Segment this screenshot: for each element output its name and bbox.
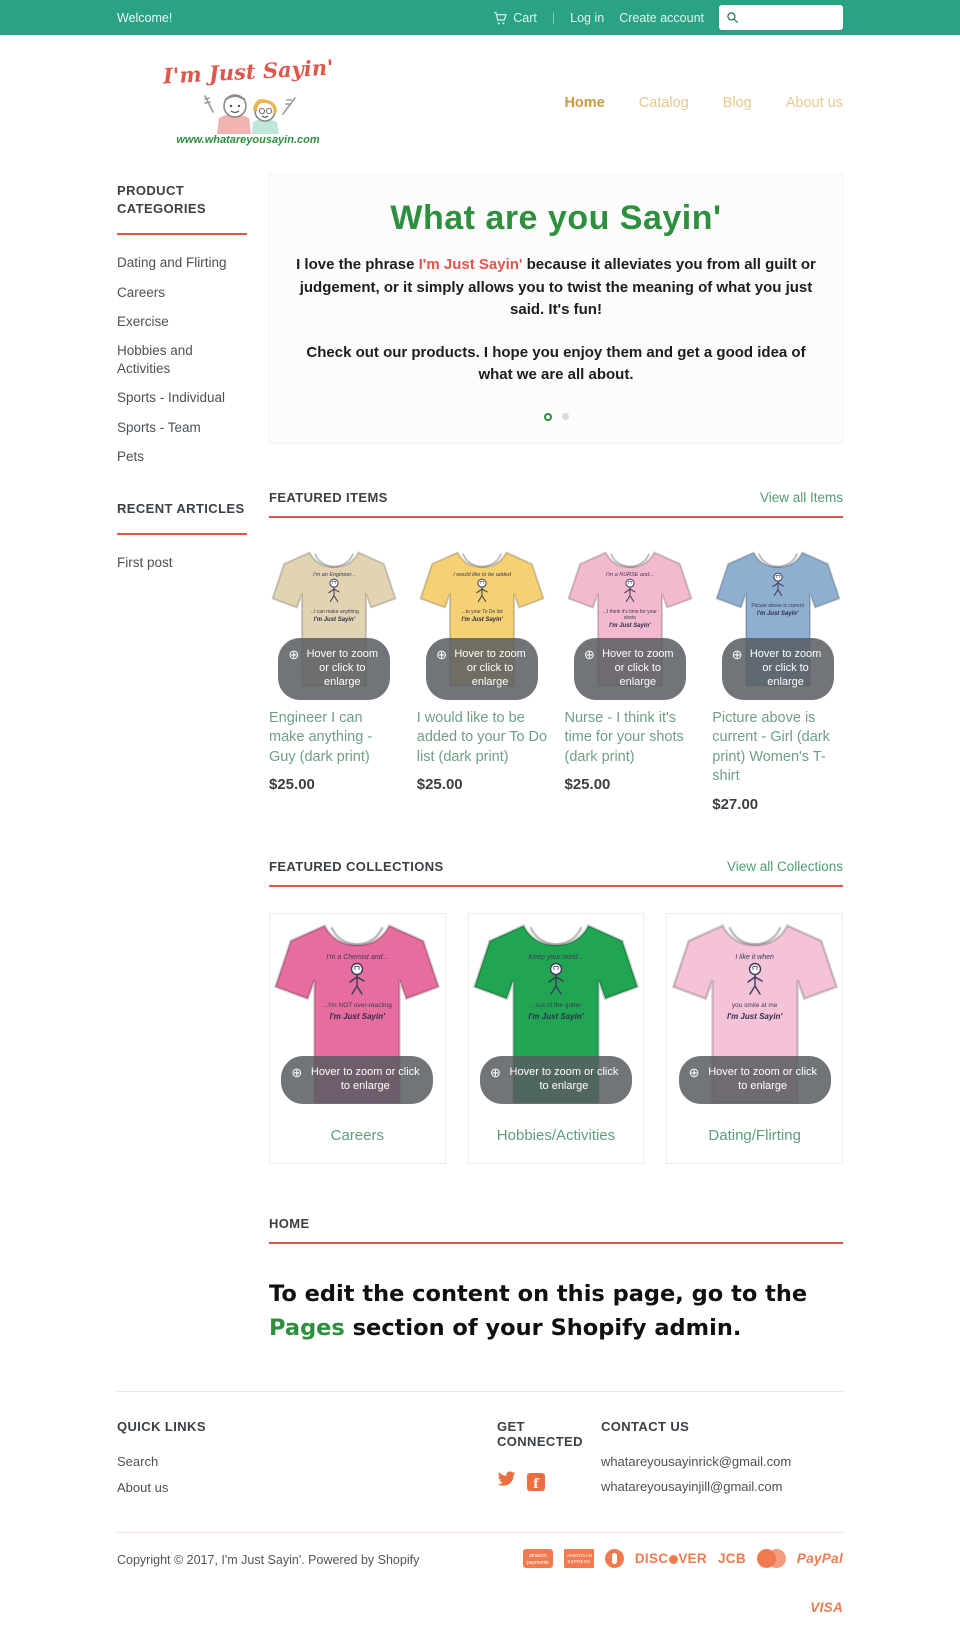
footer-link-about[interactable]: About us <box>117 1480 169 1496</box>
product-card <box>417 544 548 813</box>
collection-label[interactable]: Dating/Flirting <box>708 1126 801 1144</box>
red-divider <box>117 533 247 535</box>
zoom-plus-icon: ⊕ <box>583 646 595 662</box>
twitter-icon[interactable] <box>497 1469 517 1494</box>
collection-card[interactable] <box>666 913 843 1164</box>
site-header <box>0 35 960 174</box>
collection-card[interactable] <box>269 913 446 1164</box>
diners-club-icon <box>605 1549 624 1568</box>
red-divider <box>269 516 843 518</box>
logo-url: www.whatareyousayin.com <box>176 134 320 146</box>
logo[interactable] <box>158 54 338 146</box>
carousel-dots <box>286 413 826 421</box>
hover-zoom-overlay[interactable]: ⊕ Hover to zoom or click to enlarge <box>480 1056 632 1104</box>
zoom-plus-icon: ⊕ <box>288 646 300 662</box>
hover-zoom-overlay[interactable]: ⊕ Hover to zoom or click to enlarge <box>574 638 686 700</box>
zoom-plus-icon: ⊕ <box>688 1065 700 1081</box>
cart-link[interactable] <box>492 10 537 26</box>
discover-icon: DISC VER <box>634 1551 707 1567</box>
payment-icons <box>498 1549 843 1615</box>
sidebar-item-first-post[interactable]: First post <box>117 555 173 571</box>
sidebar <box>117 174 247 1345</box>
featured-collections-section <box>269 859 843 1164</box>
product-card <box>269 544 400 813</box>
red-divider <box>269 885 843 887</box>
carousel-dot-active[interactable] <box>544 413 552 421</box>
collection-label[interactable]: Careers <box>330 1126 384 1144</box>
hover-zoom-overlay[interactable]: ⊕ Hover to zoom or click to enlarge <box>722 638 834 700</box>
footer-link-search[interactable]: Search <box>117 1454 159 1470</box>
zoom-plus-icon: ⊕ <box>436 646 448 662</box>
main-nav <box>564 95 843 111</box>
top-bar <box>0 0 960 35</box>
hero-highlight: I'm Just Sayin' <box>418 256 523 273</box>
product-image[interactable]: I'm a NURSE and... ...I think it's time for your shots I'm Just Sayin' ⊕ Hover to zoom or click to enlarge <box>565 544 696 694</box>
hero-paragraph-2: Check out our products. I hope you enjoy them and get a good idea of what we are all about. <box>306 343 806 383</box>
zoom-plus-icon: ⊕ <box>291 1065 303 1081</box>
collection-card[interactable] <box>468 913 645 1164</box>
nav-blog[interactable]: Blog <box>722 94 752 111</box>
collection-image[interactable]: Keep your mind... ...out of the gutter I'm Just Sayin' ⊕ Hover to zoom or click to enlarge <box>469 914 644 1110</box>
product-price: $25.00 <box>269 776 315 794</box>
collection-image[interactable]: I like it when you smile at me I'm Just Sayin' ⊕ Hover to zoom or click to enlarge <box>667 914 842 1110</box>
jcb-icon: JCB <box>717 1551 746 1567</box>
quick-links-title: QUICK LINKS <box>117 1419 206 1435</box>
amazon-payments-icon: amazon payments <box>523 1549 553 1568</box>
product-categories-title: PRODUCT CATEGORIES <box>117 183 206 217</box>
cart-label: Cart <box>513 10 537 25</box>
collection-label[interactable]: Hobbies/Activities <box>496 1126 616 1144</box>
sidebar-item-pets[interactable]: Pets <box>117 448 145 464</box>
american-express-icon: AMERICAN EXPRESS <box>564 1549 594 1568</box>
home-section-title: HOME <box>269 1215 310 1231</box>
hover-zoom-overlay[interactable]: ⊕ Hover to zoom or click to enlarge <box>679 1056 831 1104</box>
view-all-collections-link[interactable]: View all Collections <box>726 858 843 874</box>
red-divider <box>117 233 247 235</box>
product-card <box>712 544 843 813</box>
featured-collections-title: FEATURED COLLECTIONS <box>269 858 444 874</box>
topbar-separator: | <box>551 10 556 25</box>
sidebar-item-sports-team[interactable]: Sports - Team <box>117 419 201 435</box>
contact-email-rick[interactable]: whatareyousayinrick@gmail.com <box>600 1454 792 1470</box>
product-image[interactable]: I would like to be added ...to your To Do list I'm Just Sayin' ⊕ Hover to zoom or click to enlarge <box>417 544 548 694</box>
product-price: $25.00 <box>564 776 611 794</box>
product-title[interactable]: Engineer I can make anything - Guy (dark print) <box>269 709 373 765</box>
cart-icon <box>492 10 508 26</box>
create-account-link[interactable]: Create account <box>619 10 704 25</box>
site-footer <box>0 1392 960 1512</box>
product-price: $25.00 <box>416 776 463 794</box>
paypal-icon: PayPal <box>796 1551 843 1567</box>
visa-icon: VISA <box>810 1600 843 1616</box>
featured-items-title: FEATURED ITEMS <box>269 489 388 505</box>
contact-us-title: CONTACT US <box>600 1419 690 1435</box>
carousel-dot[interactable] <box>562 413 569 420</box>
product-price: $27.00 <box>712 795 759 813</box>
red-divider <box>269 1242 843 1244</box>
facebook-icon[interactable]: f <box>527 1473 545 1491</box>
hero-slideshow <box>269 174 843 444</box>
hover-zoom-overlay[interactable]: ⊕ Hover to zoom or click to enlarge <box>281 1056 433 1104</box>
home-page-section <box>269 1216 843 1346</box>
product-image[interactable]: Picture above is current I'm Just Sayin' ⊕ Hover to zoom or click to enlarge <box>712 544 843 694</box>
welcome-text: Welcome! <box>117 10 173 25</box>
view-all-items-link[interactable]: View all Items <box>759 489 843 505</box>
product-card <box>565 544 696 813</box>
logo-cartoon-icon <box>183 84 313 136</box>
contact-email-jill[interactable]: whatareyousayinjill@gmail.com <box>600 1479 783 1495</box>
featured-items-section <box>269 490 843 813</box>
product-title[interactable]: Picture above is current - Girl (dark print) Women's T-shirt <box>712 709 830 785</box>
hover-zoom-overlay[interactable]: ⊕ Hover to zoom or click to enlarge <box>426 638 538 700</box>
copyright-text: Copyright © 2017, I'm Just Sayin'. Powered by Shopify <box>117 1553 420 1568</box>
footer-bottom <box>0 1533 960 1651</box>
sidebar-item-dating-flirting[interactable]: Dating and Flirting <box>117 255 227 271</box>
get-connected-title: GET CONNECTED <box>496 1419 583 1450</box>
product-title[interactable]: Nurse - I think it's time for your shots (dark print) <box>564 709 684 765</box>
nav-catalog[interactable]: Catalog <box>638 94 689 111</box>
hero-paragraph-1: I love the phrase I'm Just Sayin' because it alleviates you from all guilt or judgement, or it simply allows you to twist the meaning of what you just said. It's fun! <box>296 256 816 318</box>
zoom-plus-icon: ⊕ <box>489 1065 501 1081</box>
product-image[interactable]: I'm an Engineer... ...I can make anything I'm Just Sayin' ⊕ Hover to zoom or click to enlarge <box>269 544 400 694</box>
zoom-plus-icon: ⊕ <box>731 646 743 662</box>
nav-about[interactable]: About us <box>785 94 843 111</box>
sidebar-item-sports-individual[interactable]: Sports - Individual <box>117 390 226 406</box>
sidebar-item-hobbies[interactable]: Hobbies and Activities <box>117 343 193 377</box>
sidebar-item-exercise[interactable]: Exercise <box>117 313 169 329</box>
product-title[interactable]: I would like to be added to your To Do list (dark print) <box>416 709 548 765</box>
home-edit-text: To edit the content on this page, go to the Pages section of your Shopify admin. <box>269 1280 808 1341</box>
search-icon <box>726 11 739 24</box>
recent-articles-title: RECENT ARTICLES <box>117 501 245 517</box>
search-input[interactable] <box>744 10 836 26</box>
sidebar-item-careers[interactable]: Careers <box>117 284 166 300</box>
hover-zoom-overlay[interactable]: ⊕ Hover to zoom or click to enlarge <box>278 638 390 700</box>
nav-home[interactable]: Home <box>564 94 605 111</box>
mastercard-icon <box>757 1549 786 1568</box>
pages-link[interactable]: Pages <box>269 1314 345 1341</box>
logo-title: I'm Just Sayin' <box>162 54 334 89</box>
login-link[interactable]: Log in <box>570 10 605 25</box>
collection-image[interactable]: I'm a Chemist and... ...I'm NOT over-reacting I'm Just Sayin' ⊕ Hover to zoom or click to enlarge <box>270 914 445 1110</box>
hero-title: What are you Sayin' <box>390 199 722 237</box>
search-box[interactable] <box>719 5 843 30</box>
